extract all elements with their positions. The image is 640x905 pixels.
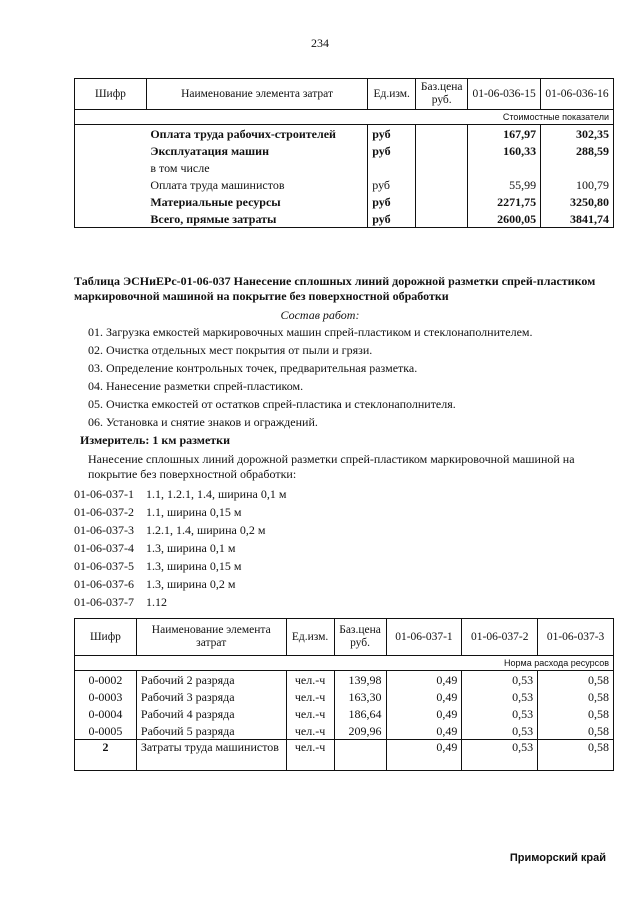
row-value: 0,53 bbox=[462, 688, 538, 705]
row-value: 3841,74 bbox=[541, 210, 614, 228]
header-name: Наименование элемента затрат bbox=[136, 619, 286, 656]
row-name: Рабочий 5 разряда bbox=[136, 722, 286, 740]
work-item: 04. Нанесение разметки спрей-пластиком. bbox=[88, 379, 304, 393]
row-code: 0-0004 bbox=[75, 705, 137, 722]
row-value: 0,53 bbox=[462, 705, 538, 722]
table-header-row bbox=[75, 619, 614, 656]
code-item bbox=[74, 523, 265, 538]
row-code: 0-0005 bbox=[75, 722, 137, 740]
row-code: 0-0002 bbox=[75, 671, 137, 689]
code-item bbox=[74, 541, 235, 556]
table-row bbox=[75, 210, 614, 228]
table-subheader: Стоимостные показатели bbox=[75, 110, 614, 125]
header-col2: 01-06-036-16 bbox=[541, 79, 614, 110]
row-value: 302,35 bbox=[541, 125, 614, 143]
code-id: 01-06-037-6 bbox=[74, 577, 134, 591]
table-row bbox=[75, 688, 614, 705]
row-name: Рабочий 3 разряда bbox=[136, 688, 286, 705]
row-value: 0,49 bbox=[386, 671, 462, 689]
code-text: 1.3, ширина 0,15 м bbox=[146, 559, 242, 573]
code-text: 1.1, ширина 0,15 м bbox=[146, 505, 242, 519]
composition-label: Состав работ: bbox=[280, 308, 360, 322]
row-name: в том числе bbox=[150, 160, 210, 175]
table-row bbox=[75, 193, 614, 210]
row-value: 0,49 bbox=[386, 705, 462, 722]
code-item bbox=[74, 595, 167, 610]
row-unit: чел.-ч bbox=[286, 688, 334, 705]
code-id: 01-06-037-5 bbox=[74, 559, 134, 573]
row-price bbox=[334, 740, 386, 771]
row-name: Материальные ресурсы bbox=[150, 194, 281, 209]
row-value: 0,58 bbox=[538, 688, 614, 705]
header-col1: 01-06-036-15 bbox=[468, 79, 541, 110]
row-value: 2271,75 bbox=[468, 193, 541, 210]
footer-region: Приморский край bbox=[509, 852, 606, 864]
row-value: 0,49 bbox=[386, 688, 462, 705]
row-unit: чел.-ч bbox=[286, 671, 334, 689]
code-item bbox=[74, 559, 241, 574]
work-item: 01. Загрузка емкостей маркировочных машин спрей-пластиком и стеклонаполнителем. bbox=[88, 325, 533, 339]
row-price: 163,30 bbox=[334, 688, 386, 705]
header-name: Наименование элемента затрат bbox=[146, 79, 367, 110]
table-header-row bbox=[75, 79, 614, 110]
header-col2: 01-06-037-2 bbox=[462, 619, 538, 656]
row-value: 160,33 bbox=[468, 142, 541, 159]
row-value: 0,53 bbox=[462, 671, 538, 689]
code-text: 1.3, ширина 0,2 м bbox=[146, 577, 236, 591]
row-unit: руб bbox=[368, 176, 416, 193]
table-row bbox=[75, 671, 614, 689]
code-id: 01-06-037-4 bbox=[74, 541, 134, 555]
header-col3: 01-06-037-3 bbox=[538, 619, 614, 656]
table-row bbox=[75, 740, 614, 771]
row-value: 288,59 bbox=[541, 142, 614, 159]
table-row bbox=[75, 176, 614, 193]
header-price: Баз.цена руб. bbox=[334, 619, 386, 656]
row-value: 100,79 bbox=[541, 176, 614, 193]
row-unit: руб bbox=[368, 210, 416, 228]
row-unit: чел.-ч bbox=[286, 722, 334, 740]
code-text: 1.12 bbox=[146, 595, 167, 609]
header-col1: 01-06-037-1 bbox=[386, 619, 462, 656]
measure-unit: Измеритель: 1 км разметки bbox=[80, 433, 231, 447]
table-subheader: Норма расхода ресурсов bbox=[75, 656, 614, 671]
header-price: Баз.цена руб. bbox=[416, 79, 468, 110]
row-value: 2600,05 bbox=[468, 210, 541, 228]
code-item bbox=[74, 487, 286, 502]
row-value: 0,58 bbox=[538, 705, 614, 722]
cost-table bbox=[74, 78, 614, 228]
work-item: 03. Определение контрольных точек, предварительная разметка. bbox=[88, 361, 418, 375]
code-id: 01-06-037-7 bbox=[74, 595, 134, 609]
table-row bbox=[75, 159, 614, 176]
table-row bbox=[75, 722, 614, 740]
header-code: Шифр bbox=[75, 619, 137, 656]
row-code: 2 bbox=[75, 740, 137, 771]
code-id: 01-06-037-3 bbox=[74, 523, 134, 537]
row-unit: руб bbox=[368, 125, 416, 143]
row-value: 0,49 bbox=[386, 722, 462, 740]
page-number: 234 bbox=[311, 36, 329, 50]
row-value: 0,49 bbox=[386, 740, 462, 771]
row-name: Рабочий 4 разряда bbox=[136, 705, 286, 722]
header-unit: Ед.изм. bbox=[368, 79, 416, 110]
table-row bbox=[75, 125, 614, 143]
code-text: 1.2.1, 1.4, ширина 0,2 м bbox=[146, 523, 266, 537]
row-name: Всего, прямые затраты bbox=[146, 210, 367, 228]
row-unit: чел.-ч bbox=[286, 740, 334, 771]
header-unit: Ед.изм. bbox=[286, 619, 334, 656]
code-item bbox=[74, 577, 235, 592]
row-unit: чел.-ч bbox=[286, 705, 334, 722]
code-id: 01-06-037-2 bbox=[74, 505, 134, 519]
row-name: Затраты труда машинистов bbox=[136, 740, 286, 771]
resource-table bbox=[74, 618, 614, 771]
code-item bbox=[74, 505, 241, 520]
section-title: Таблица ЭСНиЕРс-01-06-037 Нанесение сплошных линий дорожной разметки спрей-пластиком маркировочной машиной на покрытие без поверхностной обработки bbox=[74, 274, 596, 303]
row-name: Рабочий 2 разряда bbox=[136, 671, 286, 689]
row-price: 186,64 bbox=[334, 705, 386, 722]
row-value: 0,53 bbox=[462, 740, 538, 771]
table-row bbox=[75, 142, 614, 159]
row-value: 0,58 bbox=[538, 740, 614, 771]
row-name: Оплата труда рабочих-строителей bbox=[150, 126, 336, 141]
row-value: 0,53 bbox=[462, 722, 538, 740]
row-value: 167,97 bbox=[468, 125, 541, 143]
code-text: 1.3, ширина 0,1 м bbox=[146, 541, 236, 555]
row-unit: руб bbox=[368, 142, 416, 159]
row-value: 55,99 bbox=[468, 176, 541, 193]
work-item: 05. Очистка емкостей от остатков спрей-пластика и стеклонаполнителя. bbox=[88, 397, 456, 411]
code-id: 01-06-037-1 bbox=[74, 487, 134, 501]
row-price: 139,98 bbox=[334, 671, 386, 689]
row-price: 209,96 bbox=[334, 722, 386, 740]
row-value: 0,58 bbox=[538, 671, 614, 689]
row-unit: руб bbox=[368, 193, 416, 210]
table-row bbox=[75, 705, 614, 722]
row-name: Оплата труда машинистов bbox=[150, 177, 285, 192]
row-value: 0,58 bbox=[538, 722, 614, 740]
row-code: 0-0003 bbox=[75, 688, 137, 705]
row-value: 3250,80 bbox=[541, 193, 614, 210]
description: Нанесение сплошных линий дорожной разметки спрей-пластиком маркировочной машиной на покрытие без поверхностной обработки: bbox=[88, 452, 575, 481]
code-text: 1.1, 1.2.1, 1.4, ширина 0,1 м bbox=[146, 487, 287, 501]
work-item: 02. Очистка отдельных мест покрытия от пыли и грязи. bbox=[88, 343, 373, 357]
header-code: Шифр bbox=[75, 79, 147, 110]
work-item: 06. Установка и снятие знаков и ограждений. bbox=[88, 415, 318, 429]
row-name: Эксплуатация машин bbox=[150, 143, 270, 158]
